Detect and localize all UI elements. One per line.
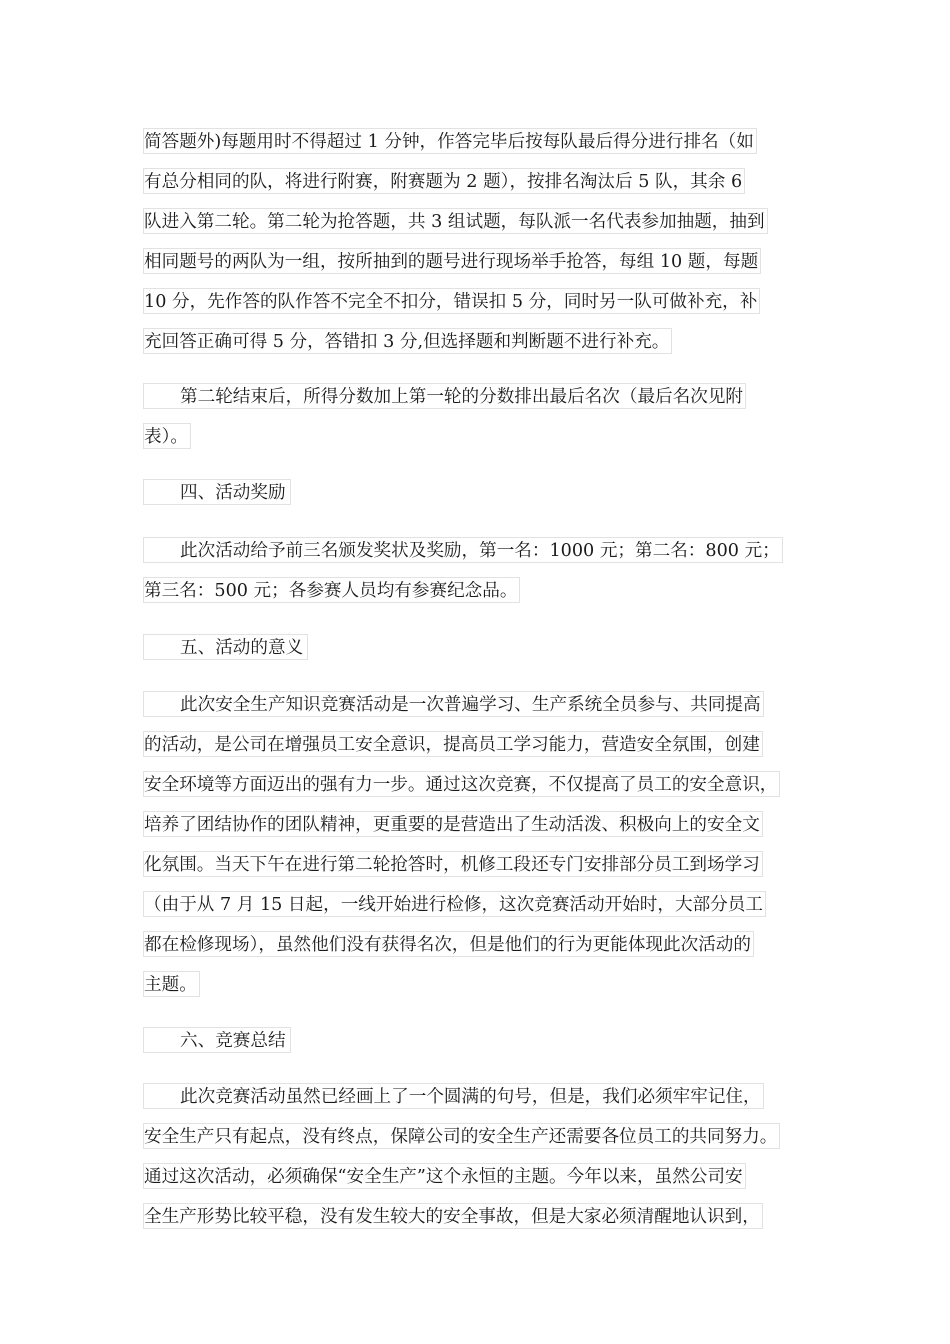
text-line: 第三名：500 元；各参赛人员均有参赛纪念品。: [143, 570, 807, 610]
heading-line: 五、活动的意义: [143, 627, 807, 667]
text-line: 表）。: [143, 416, 807, 456]
text-line: 安全环境等方面迈出的强有力一步。通过这次竞赛，不仅提高了员工的安全意识，: [143, 764, 807, 804]
paragraph-competition-rules: [143, 121, 807, 361]
heading-line: 四、活动奖励: [143, 472, 807, 512]
text-line: 队进入第二轮。第二轮为抢答题，共 3 组试题，每队派一名代表参加抽题，抽到: [143, 201, 807, 241]
text-line: 安全生产只有起点，没有终点，保障公司的安全生产还需要各位员工的共同努力。: [143, 1116, 807, 1156]
text-line: 通过这次活动，必须确保“安全生产”这个永恒的主题。今年以来，虽然公司安: [143, 1156, 807, 1196]
text-line: 10 分，先作答的队作答不完全不扣分，错误扣 5 分，同时另一队可做补充，补: [143, 281, 807, 321]
paragraph-final-ranking: [143, 376, 807, 456]
text-line: 此次活动给予前三名颁发奖状及奖励，第一名：1000 元；第二名：800 元；: [143, 530, 807, 570]
text-line: （由于从 7 月 15 日起，一线开始进行检修，这次竞赛活动开始时，大部分员工: [143, 884, 807, 924]
section-heading-significance: [143, 627, 807, 667]
text-line: 简答题外)每题用时不得超过 1 分钟，作答完毕后按每队最后得分进行排名（如: [143, 121, 807, 161]
text-line: 全生产形势比较平稳，没有发生较大的安全事故，但是大家必须清醒地认识到，: [143, 1196, 807, 1236]
paragraph-summary: [143, 1076, 807, 1236]
paragraph-significance: [143, 684, 807, 1004]
text-line: 化氛围。当天下午在进行第二轮抢答时，机修工段还专门安排部分员工到场学习: [143, 844, 807, 884]
paragraph-rewards: [143, 530, 807, 610]
text-line: 充回答正确可得 5 分，答错扣 3 分,但选择题和判断题不进行补充。: [143, 321, 807, 361]
text-line: 都在检修现场），虽然他们没有获得名次，但是他们的行为更能体现此次活动的: [143, 924, 807, 964]
text-line: 培养了团结协作的团队精神，更重要的是营造出了生动活泼、积极向上的安全文: [143, 804, 807, 844]
text-line: 主题。: [143, 964, 807, 1004]
text-line: 此次竞赛活动虽然已经画上了一个圆满的句号，但是，我们必须牢牢记住，: [143, 1076, 807, 1116]
text-line: 的活动，是公司在增强员工安全意识，提高员工学习能力，营造安全氛围，创建: [143, 724, 807, 764]
section-heading-rewards: [143, 472, 807, 512]
text-line: 第二轮结束后，所得分数加上第一轮的分数排出最后名次（最后名次见附: [143, 376, 807, 416]
heading-line: 六、竞赛总结: [143, 1020, 807, 1060]
text-line: 此次安全生产知识竞赛活动是一次普遍学习、生产系统全员参与、共同提高: [143, 684, 807, 724]
text-line: 有总分相同的队，将进行附赛，附赛题为 2 题），按排名淘汰后 5 队，其余 6: [143, 161, 807, 201]
section-heading-summary: [143, 1020, 807, 1060]
text-line: 相同题号的两队为一组，按所抽到的题号进行现场举手抢答，每组 10 题，每题: [143, 241, 807, 281]
